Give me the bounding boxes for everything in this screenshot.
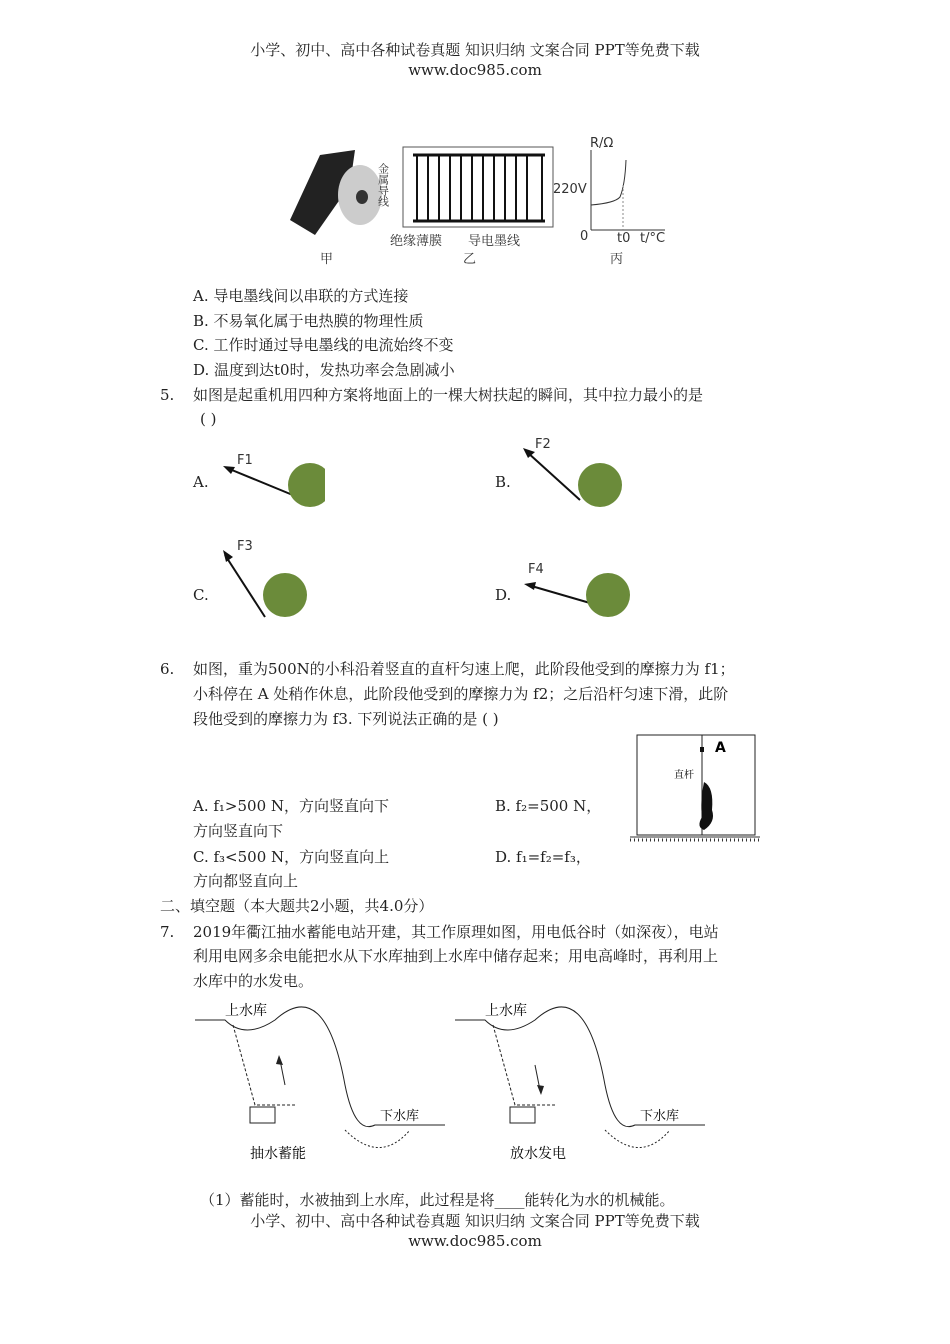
q7-line-3: 水库中的水发电。 — [193, 972, 314, 990]
pump-storage-label: 抽水蓄能 — [250, 1146, 306, 1162]
q5-option-c-label[interactable]: C. — [193, 586, 209, 604]
tree-f3-figure — [215, 535, 325, 630]
q6-option-d[interactable]: D. f₁=f₂=f₃， — [495, 848, 591, 866]
q4-option-a[interactable]: A. 导电墨线间以串联的方式连接 — [193, 287, 409, 305]
ink-line-label: 导电墨线 — [468, 234, 521, 249]
q7-line-1: 2019年衢江抽水蓄能电站开建，其工作原理如图，用电低谷时（如深夜），电站 — [193, 923, 719, 941]
force-f3-label: F3 — [237, 539, 253, 554]
q6-line-2: 小科停在 A 处稍作休息，此阶段他受到的摩擦力为 f2；之后沿杆匀速下滑，此阶 — [193, 685, 729, 703]
q7-number: 7. — [160, 923, 175, 941]
q6-line-1: 如图，重为500N的小科沿着竖直的直杆匀速上爬，此阶段他受到的摩擦力为 f1； — [193, 660, 735, 678]
upper-reservoir-label: 上水库 — [225, 1003, 267, 1019]
q4-option-c[interactable]: C. 工作时通过导电墨线的电流始终不变 — [193, 336, 454, 354]
lower-reservoir-label: 下水库 — [640, 1109, 680, 1124]
label-yi: 乙 — [463, 252, 477, 267]
q6-option-c[interactable]: C. f₃<500 N，方向竖直向上 — [193, 848, 390, 866]
film-roll-image — [290, 150, 382, 235]
tree-f2-figure — [515, 430, 630, 515]
electric-heating-film-figure — [280, 125, 670, 270]
q5-option-b-label[interactable]: B. — [495, 473, 511, 491]
force-f2-label: F2 — [535, 437, 551, 452]
q6-number: 6. — [160, 660, 175, 678]
label-bing: 丙 — [610, 252, 624, 267]
x-axis-label: t/°C — [640, 231, 666, 246]
q5-text: 如图是起重机用四种方案将地面上的一棵大树扶起的瞬间，其中拉力最小的是 — [193, 386, 704, 404]
force-f4-label: F4 — [528, 562, 544, 577]
tree-f4-figure — [520, 555, 635, 630]
tree-f1-figure — [215, 440, 325, 515]
voltage-label: 220V — [553, 182, 587, 197]
release-generation-label: 放水发电 — [510, 1146, 566, 1162]
pumping-storage-figure — [195, 995, 455, 1165]
q5-number: 5. — [160, 386, 175, 404]
point-a-label: A — [715, 740, 726, 756]
person-silhouette — [699, 782, 713, 830]
y-axis-label: R/Ω — [590, 136, 614, 151]
header-url[interactable]: www.doc985.com — [408, 61, 542, 79]
q5-option-d-label[interactable]: D. — [495, 586, 512, 604]
footer-line: 小学、初中、高中各种试卷真题 知识归纳 文案合同 PPT等免费下载 — [250, 1212, 700, 1230]
q6-option-b-cont: 方向竖直向下 — [193, 822, 284, 840]
q7-line-2: 利用电网多余电能把水从下水库抽到上水库中储存起来；用电高峰时，再利用上 — [193, 947, 719, 965]
footer-url[interactable]: www.doc985.com — [408, 1232, 542, 1250]
metal-wire-label: 金属导线 — [376, 163, 390, 207]
label-jia: 甲 — [320, 252, 334, 267]
q6-option-b[interactable]: B. f₂=500 N， — [495, 797, 602, 815]
upper-reservoir-label: 上水库 — [485, 1003, 527, 1019]
q6-option-d-cont: 方向都竖直向上 — [193, 872, 299, 890]
insulating-film-label: 绝缘薄膜 — [390, 234, 443, 249]
q4-option-d[interactable]: D. 温度到达t0时，发热功率会急剧减小 — [193, 361, 455, 379]
origin-label: 0 — [580, 229, 589, 244]
q4-option-b[interactable]: B. 不易氧化属于电热膜的物理性质 — [193, 312, 424, 330]
lower-reservoir-label: 下水库 — [380, 1109, 420, 1124]
pole-climbing-figure — [630, 732, 760, 847]
header-line: 小学、初中、高中各种试卷真题 知识归纳 文案合同 PPT等免费下载 — [250, 41, 700, 59]
q5-blank: ( ) — [200, 410, 217, 428]
q7-subquestion-1: （1）蓄能时，水被抽到上水库，此过程是将____能转化为水的机械能。 — [200, 1191, 675, 1209]
section-2-heading: 二、填空题（本大题共2小题，共4.0分） — [160, 897, 434, 915]
q5-option-a-label[interactable]: A. — [193, 473, 209, 491]
t0-label: t0 — [617, 231, 631, 246]
pole-label: 直杆 — [674, 770, 694, 781]
q6-option-a[interactable]: A. f₁>500 N，方向竖直向下 — [193, 797, 390, 815]
release-generation-figure — [455, 995, 715, 1165]
q6-line-3: 段他受到的摩擦力为 f3. 下列说法正确的是 ( ) — [193, 710, 499, 728]
force-f1-label: F1 — [237, 453, 253, 468]
